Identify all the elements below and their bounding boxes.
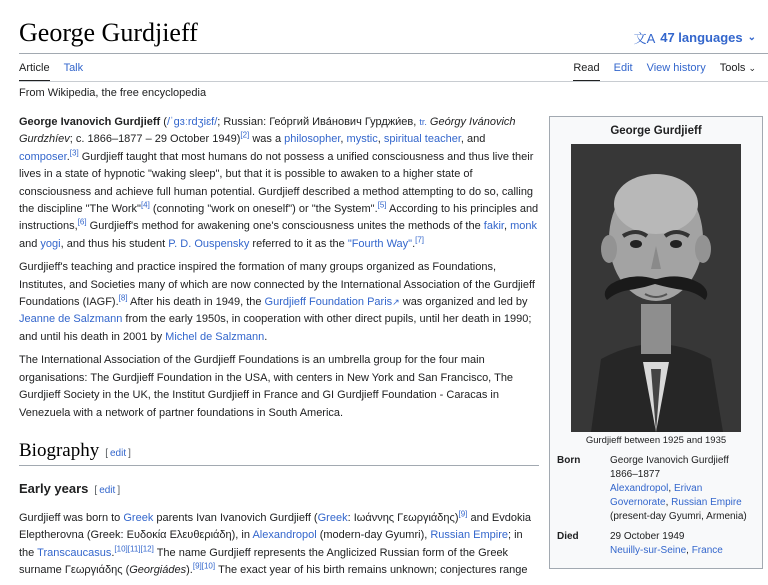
edit-section-link[interactable]: edit xyxy=(110,447,127,459)
ref-5[interactable]: [5] xyxy=(377,200,387,210)
transliteration: Geórgy Ivánovich Gurdzhíev xyxy=(19,116,516,146)
tools-menu[interactable] xyxy=(720,60,756,82)
tabs-divider xyxy=(19,81,768,82)
link-monk[interactable]: monk xyxy=(510,220,537,233)
ipa-link[interactable]: /ˈɡɜːrdʒiɛf/ xyxy=(166,116,218,128)
russian-name: ; Russian: Гео́ргий Ива́нович Гурджи́ев, xyxy=(217,116,420,128)
portrait-caption: Gurdjieff between 1925 and 1935 xyxy=(585,435,727,446)
link-transcaucasus[interactable]: Transcaucasus xyxy=(37,546,112,559)
heading-early-years xyxy=(19,480,539,499)
tools-label: Tools xyxy=(719,62,746,74)
heading-biography xyxy=(19,439,539,466)
text: Gurdjieff was born to xyxy=(19,511,124,524)
text: (modern-day Gyumri), xyxy=(316,529,431,542)
page-title: George Gurdjieff xyxy=(19,18,198,47)
text: was a xyxy=(249,133,285,146)
link-mystic[interactable]: mystic xyxy=(346,133,378,146)
infobox-row-born xyxy=(555,454,757,524)
portrait-photo xyxy=(571,144,741,432)
text: parents Ivan Ivanovich Gurdjieff ( xyxy=(153,511,318,524)
text: The exact year of his birth remains unknown; conjectures range xyxy=(215,563,528,576)
external-link-icon: ↗ xyxy=(392,297,400,308)
text: from the early 1950s, in cooperation with other direct pupils, until her death in 1990; and until his death in 2001 by xyxy=(19,313,532,343)
link-alexandropol[interactable]: Alexandropol xyxy=(610,483,669,494)
tr-link[interactable]: tr. xyxy=(419,117,427,127)
tab-edit[interactable]: Edit xyxy=(613,62,633,74)
infobox-row-died xyxy=(555,530,757,558)
ref-9[interactable]: [9] xyxy=(458,509,468,519)
text: Gurdjieff taught that most humans do not possess a unified consciousness and thus live their lives in a state of hypnotic "waking sleep", but that it is possible to awaken to a higher state of consciousness and achieve full human potential. Gurdjieff described a method attempting to do so, calling the discipline "The Work" xyxy=(19,150,534,216)
title-divider xyxy=(19,53,768,54)
georgiades: Georgiádes xyxy=(129,563,187,576)
text: , and xyxy=(460,133,486,146)
ref-10-12[interactable]: [10][11][12] xyxy=(114,543,154,553)
text: , and thus his student xyxy=(60,237,169,250)
ref-6[interactable]: [6] xyxy=(77,217,87,227)
early-years-paragraph: Gurdjieff was born to Greek parents Ivan Ivanovich Gurdjieff (Greek: Ιωάννης Γεωργιάδης)[9] and Evdokia Eleptherovna (Greek: Ευδοκία Ελευθεριάδη), in Alexandropol (modern-day Gyumri), Russian Empire; in the Transcaucasus.[10][11][12] The name Gurdjieff represents the Anglicized Russian form of the Greek surname Γεωργιάδης (Georgiádes).[9][10] The exact year of his birth remains unknown; conjectures range xyxy=(19,509,532,576)
died-value xyxy=(610,530,757,558)
died-label: Died xyxy=(557,531,579,542)
view-tabs xyxy=(573,60,756,82)
text: The name Gurdjieff represents the Anglicized Russian form of the Greek surname Γεωργιάδης ( xyxy=(19,546,509,576)
tab-read[interactable]: Read xyxy=(573,60,599,82)
chevron-down-icon: ⌄ xyxy=(747,32,756,43)
link-michel-de-salzmann[interactable]: Michel de Salzmann xyxy=(165,330,265,343)
died-place: Neuilly-sur-Seine, France xyxy=(610,545,723,556)
tab-article[interactable]: Article xyxy=(19,60,50,82)
ref-8[interactable]: [8] xyxy=(118,293,128,303)
link-russian-empire[interactable]: Russian Empire xyxy=(430,529,508,542)
article-body xyxy=(19,114,539,585)
languages-button[interactable] xyxy=(634,28,756,47)
text: referred to it as the xyxy=(249,237,348,250)
link-alexandropol[interactable]: Alexandropol xyxy=(252,529,317,542)
heading-text: Early years xyxy=(19,481,89,497)
text: After his death in 1949, the xyxy=(127,296,265,309)
link-france[interactable]: France xyxy=(691,545,723,556)
born-value xyxy=(610,454,757,524)
link-gurdjieff-foundation-paris[interactable]: Gurdjieff Foundation Paris xyxy=(264,296,393,309)
ref-2[interactable]: [2] xyxy=(240,130,250,140)
life-dates: ; c. 1866–1877 – 29 October 1949) xyxy=(69,133,241,146)
edit-section: [ edit ] xyxy=(94,485,121,497)
link-erivan-governorate[interactable]: Erivan Governorate xyxy=(610,483,703,508)
tab-talk[interactable]: Talk xyxy=(63,62,84,74)
link-russian-empire[interactable]: Russian Empire xyxy=(671,497,742,508)
lead-paragraph-3: The International Association of the Gurdjieff Foundations is an umbrella group for the four main organisations: The Gurdjieff Foundation in the USA, with centers in New York and San Francisco, The Gurdjieff Society in the UK, the Institut Gurdjieff in France and GI Gurdjieff Foundation - Caracas in Venezuela with a network of partner foundations in South America. xyxy=(19,354,514,419)
link-fourth-way[interactable]: "Fourth Way" xyxy=(347,237,413,250)
text: ). xyxy=(186,563,193,576)
edit-section: [ edit ] xyxy=(105,447,131,459)
lead-paragraph-2 xyxy=(19,259,539,346)
link-greek[interactable]: Greek xyxy=(123,511,154,524)
text: ; in the xyxy=(19,529,523,559)
infobox-title: George Gurdjieff xyxy=(610,125,702,137)
link-composer[interactable]: composer xyxy=(19,150,67,163)
link-philosopher[interactable]: philosopher xyxy=(284,133,341,146)
text: (connoting "work on oneself") or "the System". xyxy=(149,203,378,216)
namespace-tabs xyxy=(19,60,83,82)
languages-label: 47 languages xyxy=(660,30,743,45)
tagline: From Wikipedia, the free encyclopedia xyxy=(19,87,207,99)
ref-9-10[interactable]: [9][10] xyxy=(192,561,216,571)
portrait-image[interactable] xyxy=(571,144,741,432)
text: Gurdjieff's method for awakening one's consciousness unites the methods of the xyxy=(86,220,484,233)
text: : Ιωάννης Γεωργιάδης) xyxy=(347,511,459,524)
subject-name: George Ivanovich Gurdjieff xyxy=(19,116,161,128)
text: According to his principles and instructions, xyxy=(19,203,539,233)
born-label: Born xyxy=(557,455,581,466)
ref-4[interactable]: [4] xyxy=(140,200,150,210)
link-ouspensky[interactable]: P. D. Ouspensky xyxy=(168,237,250,250)
link-yogi[interactable]: yogi xyxy=(40,237,61,250)
link-neuilly-sur-seine[interactable]: Neuilly-sur-Seine xyxy=(610,545,687,556)
text: and Evdokia Eleptherovna (Greek: Ευδοκία Ελευθεριάδη), in xyxy=(19,511,532,542)
chevron-down-icon: ⌄ xyxy=(748,63,756,73)
died-date: 29 October 1949 xyxy=(610,531,685,542)
born-present-day: (present-day Gyumri, Armenia) xyxy=(610,511,747,522)
link-jeanne-de-salzmann[interactable]: Jeanne de Salzmann xyxy=(19,313,123,326)
heading-text: Biography xyxy=(19,439,100,461)
translate-icon: 文A xyxy=(633,31,656,46)
tab-view-history[interactable]: View history xyxy=(646,62,706,74)
text: Gurdjieff's teaching and practice inspired the formation of many groups organized as Foundations, Institutes, and Societies many of which are now connected by the International Association of the Gurdjieff Foundations (IAGF). xyxy=(19,261,535,309)
ref-7[interactable]: [7] xyxy=(415,235,425,245)
born-place: Alexandropol, Erivan Governorate, Russian Empire xyxy=(610,483,742,508)
text: was organized and led by xyxy=(399,296,528,309)
lead-paragraph-1: George Ivanovich Gurdjieff (/ˈɡɜːrdʒiɛf/; Russian: Гео́ргий Ива́нович Гурджи́ев, tr. Geórgy Ivánovich Gurdzhíev; c. 1866–1877 – 29 October 1949)[2] was a philosopher, mystic, spiritual teacher, and composer.[3] Gurdjieff taught that most humans do not possess a unified consciousness and thus live their lives in a state of hypnotic "waking sleep", but that it is possible to awaken to a higher state of consciousness and achieve full human potential. Gurdjieff described a method attempting to do so, calling the discipline "The Work"[4] (connoting "work on oneself") or "the System".[5] According to his principles and instructions,[6] Gurdjieff's method for awakening one's consciousness unites the methods of the fakir, monk and yogi, and thus his student P. D. Ouspensky referred to it as the "Fourth Way".[7] xyxy=(19,116,539,250)
infobox xyxy=(549,116,763,569)
link-spiritual-teacher[interactable]: spiritual teacher xyxy=(383,133,461,146)
ref-3[interactable]: [3] xyxy=(69,148,79,158)
link-greek-language[interactable]: Greek xyxy=(317,511,348,524)
born-years: 1866–1877 xyxy=(610,469,661,480)
text: . xyxy=(264,330,268,343)
link-fakir[interactable]: fakir xyxy=(483,220,504,233)
born-name: George Ivanovich Gurdjieff xyxy=(610,455,729,466)
edit-section-link[interactable]: edit xyxy=(99,485,116,497)
